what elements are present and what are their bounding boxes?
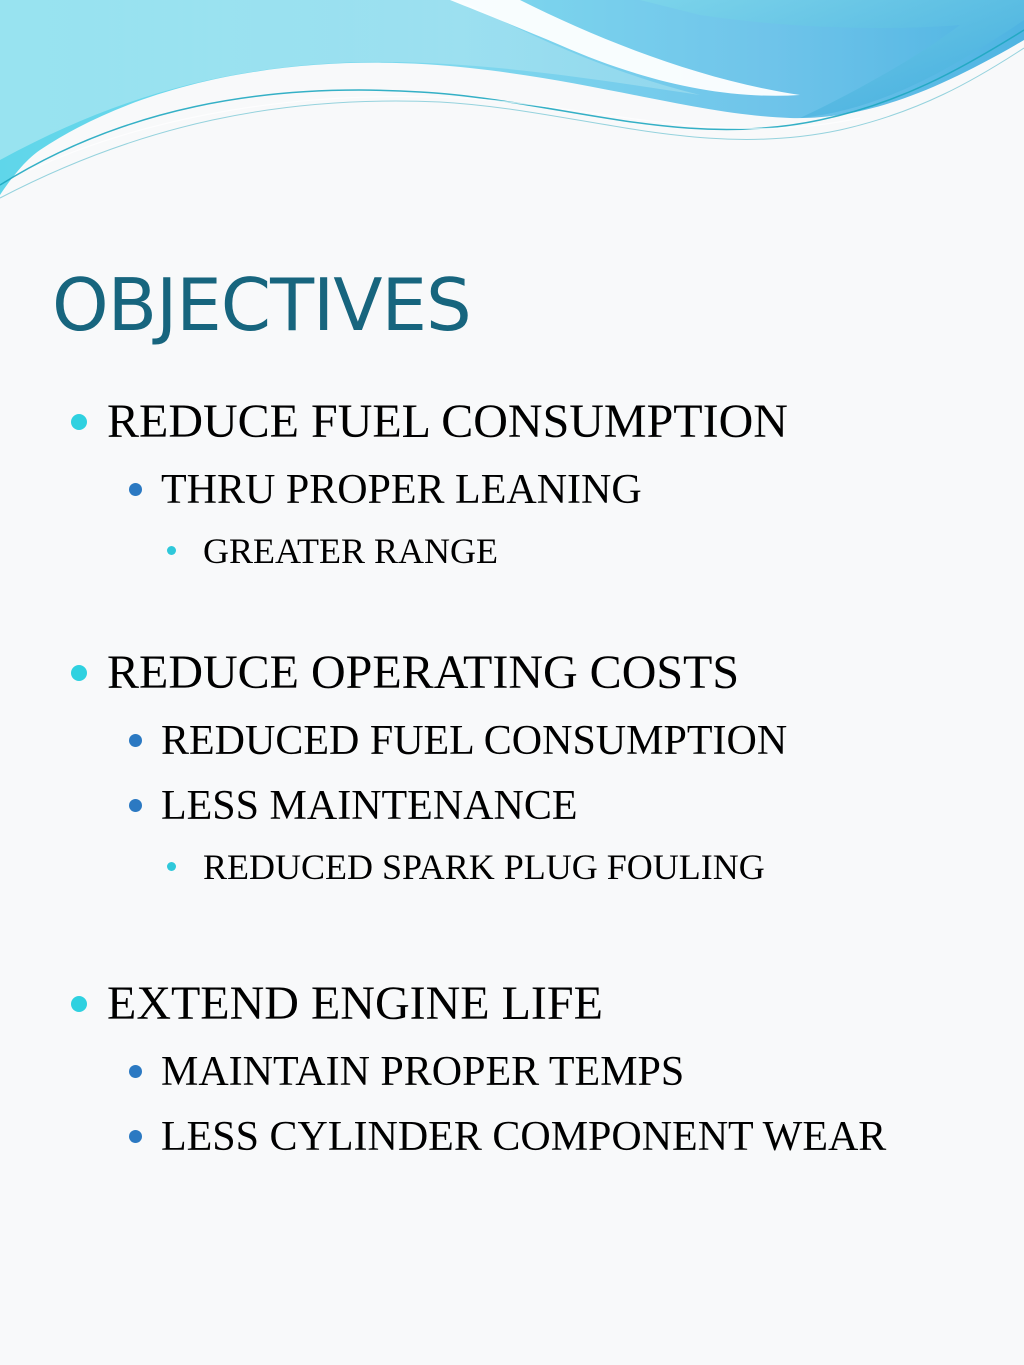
bullet-text: THRU PROPER LEANING [161, 467, 642, 513]
bullet-text: MAINTAIN PROPER TEMPS [161, 1049, 685, 1095]
bullet-text: REDUCED SPARK PLUG FOULING [203, 847, 765, 887]
bullet-dot-icon [129, 734, 142, 747]
bullet-level2 [161, 720, 787, 762]
bullet-level2 [161, 785, 578, 827]
bullet-level2 [161, 1116, 886, 1158]
bullet-level2 [161, 469, 642, 511]
bullet-level1 [107, 646, 740, 699]
bullet-text: REDUCED FUEL CONSUMPTION [161, 718, 788, 764]
bullet-text: REDUCE OPERATING COSTS [107, 646, 740, 699]
decorative-wave-header [0, 0, 1024, 220]
bullet-dot-icon [129, 483, 142, 496]
bullet-level3 [203, 849, 765, 885]
bullet-dot-icon [167, 862, 176, 871]
bullet-dot-icon [129, 799, 142, 812]
bullet-dot-icon [129, 1130, 142, 1143]
bullet-text: EXTEND ENGINE LIFE [107, 977, 603, 1030]
bullet-dot-icon [167, 546, 176, 555]
bullet-text: REDUCE FUEL CONSUMPTION [107, 395, 788, 448]
bullet-level1 [107, 977, 603, 1030]
bullet-text: LESS MAINTENANCE [161, 783, 578, 829]
slide-title: OBJECTIVES [52, 263, 471, 347]
bullet-level3 [203, 533, 498, 569]
bullet-level1 [107, 395, 788, 448]
bullet-dot-icon [71, 665, 87, 681]
bullet-level2 [161, 1051, 684, 1093]
bullet-dot-icon [71, 996, 87, 1012]
bullet-text: GREATER RANGE [203, 531, 498, 571]
bullet-dot-icon [129, 1065, 142, 1078]
bullet-text: LESS CYLINDER COMPONENT WEAR [161, 1114, 887, 1160]
bullet-dot-icon [71, 414, 87, 430]
